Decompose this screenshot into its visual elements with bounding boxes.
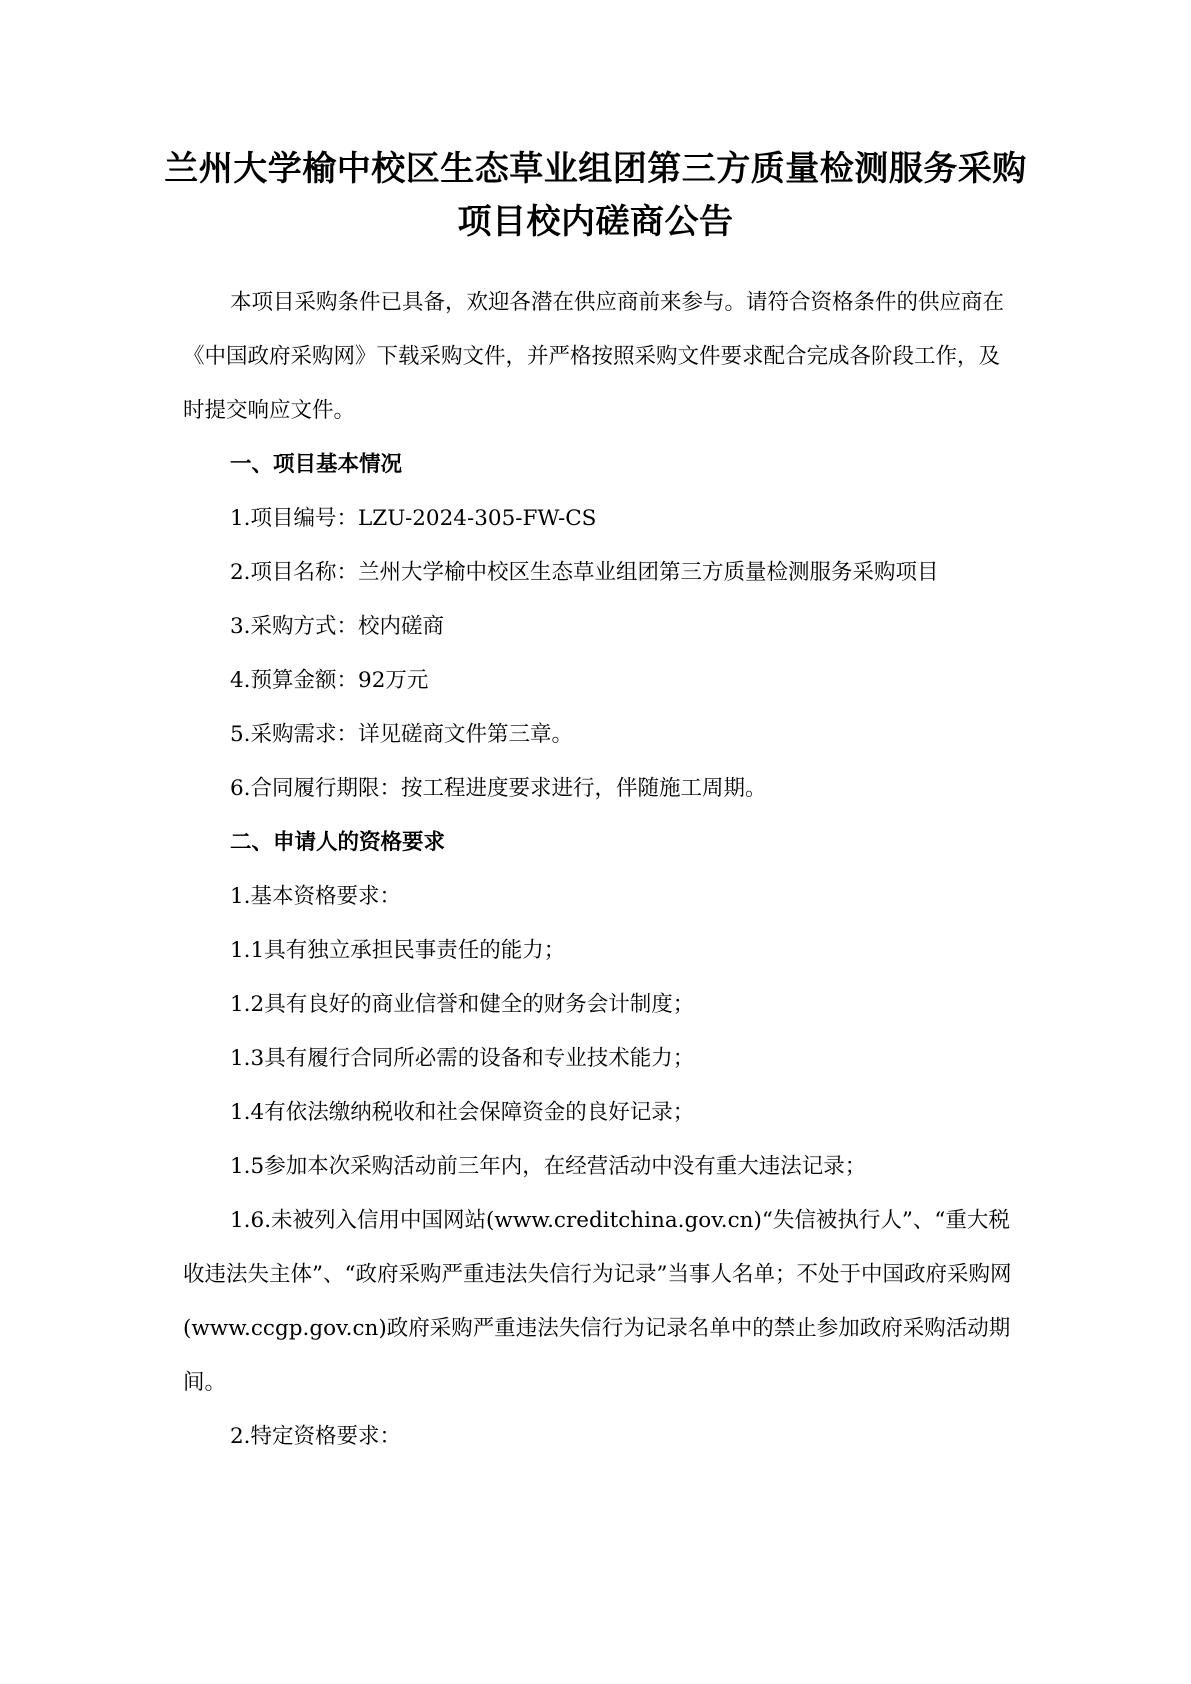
section-heading-basic-info: 一、项目基本情况 (230, 452, 403, 477)
project-number: 1.项目编号：LZU-2024-305-FW-CS (230, 506, 597, 531)
intro-paragraph: 本项目采购条件已具备，欢迎各潜在供应商前来参与。请符合资格条件的供应商在《中国政府采购网》下载采购文件，并严格按照采购文件要求配合完成各阶段工作，及时提交响应文件。 (183, 290, 1005, 423)
budget-amount: 4.预算金额：92万元 (230, 668, 429, 693)
procurement-requirements: 5.采购需求：详见磋商文件第三章。 (230, 722, 574, 747)
basic-qualification-heading: 1.基本资格要求： (230, 884, 402, 909)
credit-record-requirement: 1.6.未被列入信用中国网站(www.creditchina.gov.cn)“失信被执行人”、“重大税收违法失主体”、“政府采购严重违法失信行为记录”当事人名单；不处于中国政府采购网(www.ccgp.gov.cn)政府采购严重违法失信行为记录名单中的禁止参加政府采购活动期间。 (183, 1208, 1012, 1395)
section-heading-qualifications: 二、申请人的资格要求 (230, 830, 446, 855)
contract-period: 6.合同履行期限：按工程进度要求进行，伴随施工周期。 (230, 776, 767, 801)
project-name: 2.项目名称：兰州大学榆中校区生态草业组团第三方质量检测服务采购项目 (230, 560, 939, 585)
qualification-item: 1.3具有履行合同所必需的设备和专业技术能力； (230, 1046, 695, 1071)
procurement-method: 3.采购方式：校内磋商 (230, 614, 445, 639)
document-title: 兰州大学榆中校区生态草业组团第三方质量检测服务采购项目校内磋商公告 (164, 149, 1027, 242)
qualification-item: 1.1具有独立承担民事责任的能力； (230, 938, 566, 963)
qualification-item: 1.4有依法缴纳税收和社会保障资金的良好记录； (230, 1100, 695, 1125)
document-body (183, 276, 1015, 1464)
qualification-item: 1.2具有良好的商业信誉和健全的财务会计制度； (230, 992, 695, 1017)
qualification-item: 1.5参加本次采购活动前三年内，在经营活动中没有重大违法记录； (230, 1154, 867, 1179)
specific-qualification-heading: 2.特定资格要求： (230, 1424, 402, 1449)
